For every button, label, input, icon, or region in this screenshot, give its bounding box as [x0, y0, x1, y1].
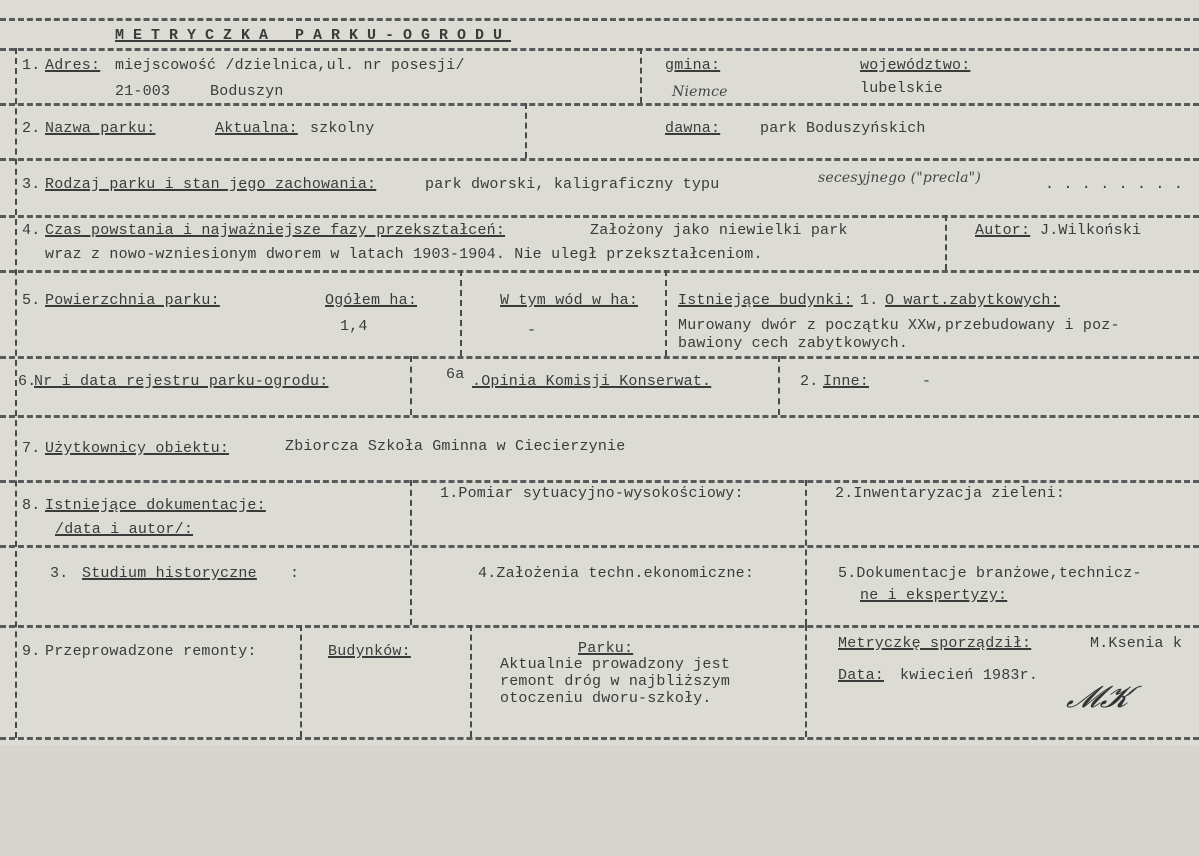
divider — [0, 737, 1199, 740]
prepared-by-label: Metryczkę sporządził: — [838, 635, 1032, 652]
tech-econ-label: 4.Założenia techn.ekonomiczne: — [478, 565, 755, 582]
divider — [805, 625, 807, 737]
users-label: Użytkownicy obiektu: — [45, 440, 230, 457]
water-area-label: W tym wód w ha: — [500, 292, 639, 309]
buildings-label: Istniejące budynki: — [678, 292, 853, 309]
left-border — [15, 48, 17, 738]
section-9-number: 9. — [22, 643, 41, 660]
other-value: - — [922, 373, 932, 390]
locality: Boduszyn — [210, 83, 284, 100]
section-5-number: 5. — [22, 292, 41, 309]
address-label: Adres: — [45, 57, 101, 74]
section-6a-number: 6a — [446, 366, 465, 383]
divider — [0, 480, 1199, 483]
historical-study-label: Studium historyczne — [82, 565, 257, 582]
section-4-number: 4. — [22, 222, 41, 239]
dot-leader: . . . . . . . . — [1045, 176, 1184, 193]
buildings-line-2: bawiony cech zabytkowych. — [678, 335, 909, 352]
park-type-label: Rodzaj parku i stan jego zachowania: — [45, 176, 377, 193]
divider — [778, 356, 780, 415]
buildings-item-number: 1. — [860, 292, 879, 309]
water-area-value: - — [527, 322, 537, 339]
historical-study-number: 3. — [50, 565, 69, 582]
prepared-by-value: M.Ksenia k — [1090, 635, 1183, 652]
register-label: Nr i data rejestru parku-ogrodu: — [34, 373, 329, 390]
section-7-number: 7. — [22, 440, 41, 457]
park-renovation-line-2: remont dróg w najbliższym — [500, 673, 731, 690]
park-renovation-line-3: otoczeniu dworu-szkoły. — [500, 690, 712, 707]
divider — [525, 103, 527, 158]
divider — [410, 356, 412, 415]
gmina-label: gmina: — [665, 57, 721, 74]
documentation-label: Istniejące dokumentacje: — [45, 497, 266, 514]
historical-study-colon: : — [290, 565, 300, 582]
history-label: Czas powstania i najważniejsze fazy przekształceń: — [45, 222, 506, 239]
total-area-value: 1,4 — [340, 318, 368, 335]
divider — [640, 48, 642, 103]
historic-buildings-label: O wart.zabytkowych: — [885, 292, 1060, 309]
history-line-1: Założony jako niewielki park — [590, 222, 848, 239]
former-name: park Boduszyńskich — [760, 120, 926, 137]
divider — [0, 356, 1199, 359]
section-2-number: 2. — [22, 120, 41, 137]
renovations-label: Przeprowadzone remonty: — [45, 643, 257, 660]
divider — [665, 270, 667, 356]
divider — [0, 625, 1199, 628]
park-renovation-label: Parku: — [578, 640, 634, 657]
divider — [0, 415, 1199, 418]
divider — [805, 480, 807, 625]
conservation-opinion-label: .Opinia Komisji Konserwat. — [472, 373, 712, 390]
divider — [0, 18, 1199, 21]
section-8-number: 8. — [22, 497, 41, 514]
buildings-renovation-label: Budynków: — [328, 643, 411, 660]
form-title: METRYCZKA PARKU-OGRODU — [115, 27, 512, 44]
current-name: szkolny — [310, 120, 375, 137]
divider — [0, 158, 1199, 161]
documentation-sublabel: /data i autor/: — [55, 521, 194, 538]
park-type-value: park dworski, kaligraficzny typu — [425, 176, 720, 193]
divider — [300, 625, 302, 737]
section-6-number: 6. — [18, 373, 37, 390]
survey-label: 1.Pomiar sytuacyjno-wysokościowy: — [440, 485, 744, 502]
park-renovation-line-1: Aktualnie prowadzony jest — [500, 656, 731, 673]
voivodeship-label: województwo: — [860, 57, 971, 74]
author-value: J.Wilkoński — [1040, 222, 1142, 239]
greenery-inventory-label: 2.Inwentaryzacja zieleni: — [835, 485, 1066, 502]
gmina-value: Niemce — [672, 84, 728, 100]
buildings-line-1: Murowany dwór z początku XXw,przebudowany i poz- — [678, 317, 1120, 334]
divider — [0, 270, 1199, 273]
section-1-number: 1. — [22, 57, 41, 74]
date-label: Data: — [838, 667, 885, 684]
history-line-2: wraz z nowo-wzniesionym dworem w latach 1903-1904. Nie uległ przekształceniom. — [45, 246, 763, 263]
users-value: Zbiorcza Szkoła Gminna w Ciecierzynie — [285, 438, 626, 455]
industry-docs-label-1: 5.Dokumentacje branżowe,technicz- — [838, 565, 1142, 582]
area-label: Powierzchnia parku: — [45, 292, 220, 309]
divider — [0, 103, 1199, 106]
divider — [0, 545, 1199, 548]
other-number: 2. — [800, 373, 819, 390]
section-3-number: 3. — [22, 176, 41, 193]
divider — [0, 48, 1199, 51]
postal-code: 21-003 — [115, 83, 171, 100]
total-area-label: Ogółem ha: — [325, 292, 418, 309]
voivodeship-value: lubelskie — [860, 80, 943, 97]
current-name-label: Aktualna: — [215, 120, 298, 137]
divider — [945, 215, 947, 270]
park-name-label: Nazwa parku: — [45, 120, 156, 137]
address-description: miejscowość /dzielnica,ul. nr posesji/ — [115, 57, 465, 74]
park-type-handwritten: secesyjnego ("precla") — [818, 170, 981, 186]
other-label: Inne: — [823, 373, 870, 390]
industry-docs-label-2: ne i ekspertyzy: — [860, 587, 1008, 604]
divider — [460, 270, 462, 356]
divider — [410, 480, 412, 625]
divider — [0, 215, 1199, 218]
date-value: kwiecień 1983r. — [900, 667, 1039, 684]
author-label: Autor: — [975, 222, 1031, 239]
divider — [470, 625, 472, 737]
former-name-label: dawna: — [665, 120, 721, 137]
signature: 𝓜𝓚 — [1063, 680, 1135, 715]
